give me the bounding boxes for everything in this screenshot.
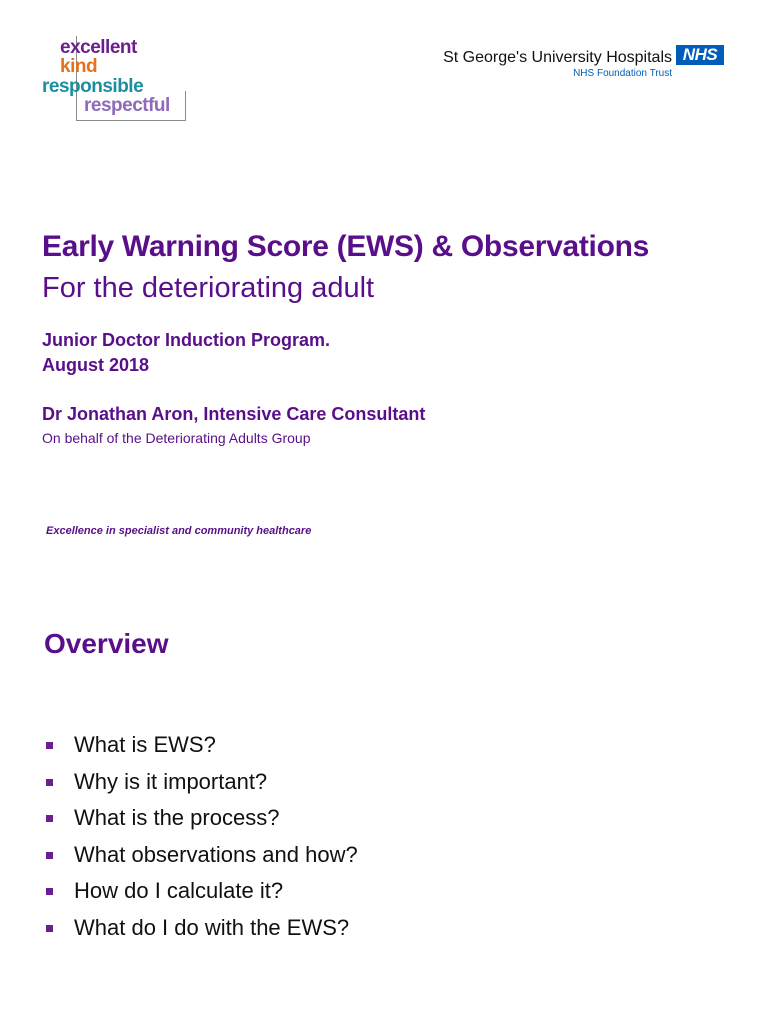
presenter-name: Dr Jonathan Aron, Intensive Care Consultant [42,404,426,424]
value-responsible: responsible [42,76,144,97]
square-bullet-icon [46,852,53,859]
square-bullet-icon [46,815,53,822]
list-item [44,842,358,879]
list-item [44,878,358,915]
trust-tagline: Excellence in specialist and community healthcare [46,525,312,537]
program-line: Junior Doctor Induction Program. [42,330,331,350]
bullet-text: What observations and how? [74,841,358,867]
values-logo [40,36,190,122]
overview-bullet-list [44,732,358,951]
overview-slide [0,576,768,1024]
square-bullet-icon [46,888,53,895]
nhs-logo: NHS [676,45,724,65]
list-item [44,732,358,769]
presenter-affiliation: On behalf of the Deteriorating Adults Group [42,430,311,446]
trust-subtitle: NHS Foundation Trust [573,68,672,79]
bullet-text: What is EWS? [74,732,216,757]
bullet-text: What is the process? [74,805,280,830]
square-bullet-icon [46,779,53,786]
logo-divider-bottom [76,120,186,121]
bullet-text: What do I do with the EWS? [74,914,350,940]
program-info [42,328,330,378]
list-item [44,769,358,806]
square-bullet-icon [46,925,53,932]
trust-name: St George's University Hospitals [443,49,672,66]
overview-title: Overview [44,628,169,659]
value-respectful: respectful [84,95,170,116]
slide-subtitle: For the deteriorating adult [42,272,375,304]
list-item [44,915,358,952]
logo-divider-right [185,91,186,121]
bullet-text: How do I calculate it? [74,878,284,903]
list-item [44,805,358,842]
slide-title: Early Warning Score (EWS) & Observations [42,230,650,263]
program-date: August 2018 [42,355,150,375]
value-excellent: excellent [60,37,137,58]
value-kind: kind [60,56,98,77]
square-bullet-icon [46,742,53,749]
bullet-text: Why is it important? [74,768,268,794]
